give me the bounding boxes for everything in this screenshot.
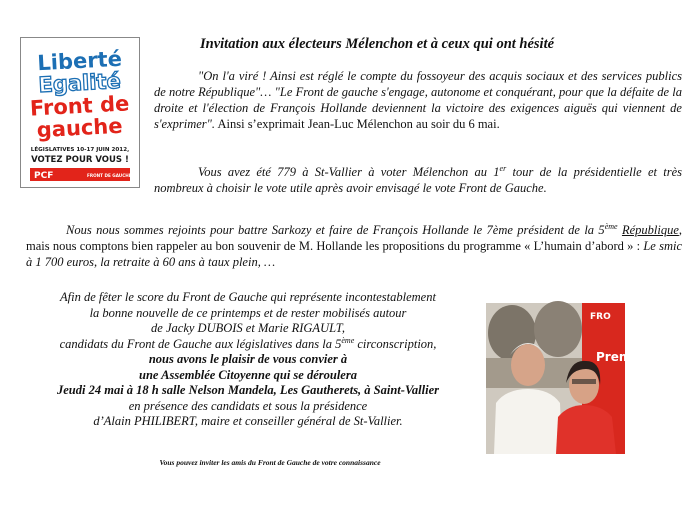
invite-line-4 (22, 337, 474, 353)
footer-note: Vous pouvez inviter les amis du Front de Gauche de votre connaissance (159, 458, 381, 467)
candidates-photo-graphic (486, 303, 632, 454)
program-text-middle: , mais nous comptons bien rappeler au bon souvenir de M. Hollande (26, 223, 683, 253)
program-text-start: Nous nous sommes rejoints pour battre Sarkozy et faire de François Hollande le 7ème président de la 5 (66, 223, 605, 237)
poster-egalite: Egalité (37, 68, 122, 98)
poster-front-de: Front de (29, 91, 130, 121)
invite-line-8: en présence des candidats et sous la présidence (128, 398, 368, 413)
program-measures: Le smic à 1 700 euros, la retraite à 60 ans à taux plein, … (26, 239, 682, 269)
quote-paragraph (154, 68, 682, 132)
poster-vote: VOTEZ POUR VOUS ! (31, 155, 129, 165)
poster-front-logo: FRONT DE GAUCHE (87, 173, 132, 178)
invite-line-4-start: candidats du Front de Gauche aux législatives dans la 5 (59, 336, 342, 351)
poster-elections: LÉGISLATIVES 10-17 JUIN 2012, (30, 147, 130, 153)
vote-count-text: Vous avez été 779 à St-Vallier à voter Mélenchon au 1 (198, 165, 500, 179)
banner-text-prem: Prem (596, 350, 632, 364)
invite-line-5: nous avons le plaisir de vous convier à (148, 352, 348, 366)
invite-line-9: d’Alain PHILIBERT, maire et conseiller général de St-Vallier. (93, 414, 403, 428)
candidates-photo (486, 303, 632, 454)
man-face (511, 344, 545, 386)
republique-word: République (621, 223, 679, 237)
poster-graphic (21, 38, 139, 187)
superscript-er: er (499, 163, 507, 173)
woman-shirt (556, 405, 616, 454)
poster-gauche: gauche (36, 113, 124, 143)
page-title: Invitation aux électeurs Mélenchon et à ceux qui ont hésité (200, 36, 555, 52)
poster-liberte: Liberté (36, 46, 123, 76)
event-date-location: Jeudi 24 mai à 18 h salle Nelson Mandela, Les Gautherets, à Saint-Vallier (57, 383, 439, 397)
banner-text-top: FRO (590, 312, 611, 322)
superscript-eme: ème (604, 221, 618, 231)
man-shirt (494, 389, 562, 454)
invite-line-6: une Assemblée Citoyenne qui se déroulera (139, 367, 357, 382)
front-de-gauche-poster (20, 37, 140, 188)
vote-count-text-end: tour de la présidentielle et très nombreux à choisir le vote utile après avoir envisagé le vote Front de Gauche. (154, 165, 682, 195)
melenchon-quote: "On l'a viré ! Ainsi est réglé le compte du fossoyeur des acquis sociaux et des services publics de notre République"… "Le Front de gauche s'engage, autonome et conquérant, pour que la défaite de la droite et l'élection de François Hollande deviennent la victoire des exigences aiguës qui viennent de s'exprimer". (154, 69, 682, 131)
quote-attribution: Ainsi s’exprimait Jean-Luc Mélenchon au soir du 6 mai. (215, 117, 500, 131)
program-title-text: les propositions du programme « L’humain d’abord » : (362, 239, 644, 253)
invite-line-1: Afin de fêter le score du Front de Gauche qui représente incontestablement (60, 290, 436, 304)
invite-line-4-end: circonscription, (354, 336, 437, 351)
invite-line-3: de Jacky DUBOIS et Marie RIGAULT, (151, 321, 345, 335)
program-paragraph (26, 222, 682, 270)
invite-line-2: la bonne nouvelle de ce printemps et de rester mobilisés autour (89, 305, 407, 320)
invite-superscript: ème (341, 335, 355, 345)
invitation-block (22, 290, 474, 430)
poster-pcf: PCF (34, 171, 54, 181)
vote-count-paragraph (154, 164, 682, 196)
